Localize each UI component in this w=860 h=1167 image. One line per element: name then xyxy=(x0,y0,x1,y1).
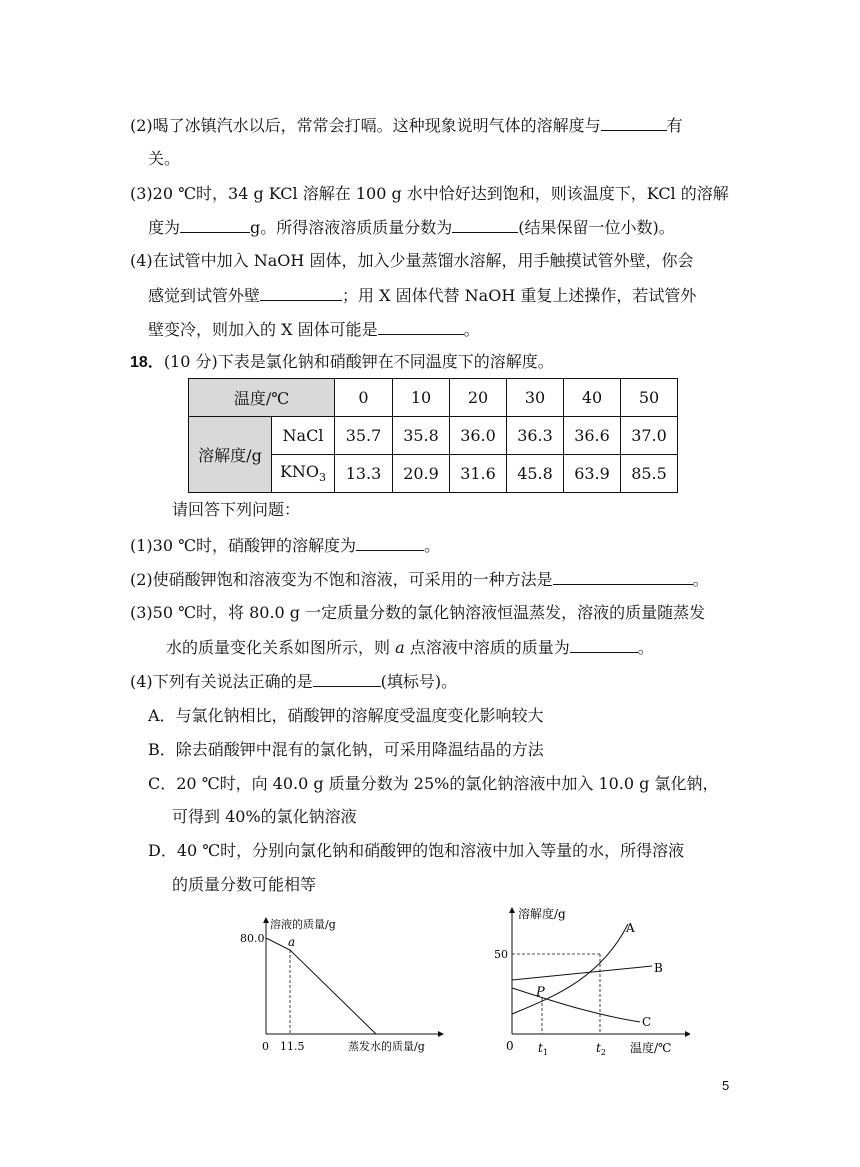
table-cell: 40 xyxy=(564,379,621,417)
q18-part1: (1)30 ℃时，硝酸钾的溶解度为 。 xyxy=(130,536,441,555)
q17-part4-line1: (4)在试管中加入 NaOH 固体，加入少量蒸馏水溶解，用手触摸试管外壁，你会 xyxy=(130,251,694,270)
table-cell: 85.5 xyxy=(621,455,678,493)
table-cell: 20.9 xyxy=(393,455,450,493)
t1-label: $t_1$ xyxy=(538,1041,548,1057)
q17-part4-line2: 感觉到试管外壁 ；用 X 固体代替 NaOH 重复上述操作，若试管外 xyxy=(148,286,697,305)
answer-blank[interactable] xyxy=(601,114,667,131)
q17-part3-line1: (3)20 ℃时，34 g KCl 溶解在 100 g 水中恰好达到饱和，则该温度下，KCl 的溶解 xyxy=(130,184,729,203)
table-row xyxy=(189,379,678,417)
figure-solubility-curves xyxy=(490,902,690,1062)
y-tick-label: 50 xyxy=(494,948,508,961)
temp-header: 温度/℃ xyxy=(189,379,335,417)
table-cell: $KNO_3$ xyxy=(272,455,335,493)
q18-intro: 18．(10 分)下表是氯化钠和硝酸钾在不同温度下的溶解度。 xyxy=(130,352,554,371)
table-row xyxy=(189,417,678,455)
q18-prompt: 请回答下列问题： xyxy=(172,500,301,519)
t2-label: $t_2$ xyxy=(596,1041,606,1057)
x-axis-label: 蒸发水的质量/g xyxy=(348,1040,425,1053)
answer-blank[interactable] xyxy=(260,284,342,301)
table-cell: 50 xyxy=(621,379,678,417)
point-a-label: a xyxy=(288,935,296,949)
solubility-table xyxy=(188,378,678,493)
answer-blank[interactable] xyxy=(452,216,518,233)
option-c[interactable]: C．20 ℃时，向 40.0 g 质量分数为 25%的氯化钠溶液中加入 10.0 g 氯化钠， xyxy=(148,774,719,793)
table-cell: 20 xyxy=(450,379,507,417)
table-cell: 36.3 xyxy=(507,417,564,455)
option-d[interactable]: D．40 ℃时，分别向氯化钠和硝酸钾的饱和溶液中加入等量的水，所得溶液 xyxy=(148,841,685,860)
solubility-header: 溶解度/g xyxy=(189,417,272,493)
table-cell: 35.7 xyxy=(335,417,393,455)
table-cell: 45.8 xyxy=(507,455,564,493)
x-origin-label: 0 xyxy=(262,1040,269,1053)
y-axis-label: 溶液的质量/g xyxy=(270,918,336,931)
y-tick-label: 80.0 xyxy=(240,932,265,945)
table-cell: 36.0 xyxy=(450,417,507,455)
answer-blank[interactable] xyxy=(180,216,250,233)
q17-part2-line1: (2)喝了冰镇汽水以后，常常会打嗝。这种现象说明气体的溶解度与 有 xyxy=(130,116,683,135)
q17-part2-line2: 关。 xyxy=(148,149,181,168)
q18-part2: (2)使硝酸钾饱和溶液变为不饱和溶液，可采用的一种方法是 。 xyxy=(130,570,709,589)
x-tick-label: 11.5 xyxy=(280,1040,305,1053)
table-cell: 0 xyxy=(335,379,393,417)
option-c-continued: 可得到 40%的氯化钠溶液 xyxy=(172,807,357,826)
q18-part3-line2: 水的质量变化关系如图所示，则 a 点溶液中溶质的质量为 。 xyxy=(166,638,654,657)
table-cell: 63.9 xyxy=(564,455,621,493)
table-cell: 31.6 xyxy=(450,455,507,493)
table-cell: 13.3 xyxy=(335,455,393,493)
option-b[interactable]: B．除去硝酸钾中混有的氯化钠，可采用降温结晶的方法 xyxy=(148,740,544,759)
page-number: 5 xyxy=(722,1078,730,1093)
figure-solution-mass-graph xyxy=(236,912,446,1057)
curve-a-label: A xyxy=(626,921,635,935)
table-cell: 35.8 xyxy=(393,417,450,455)
answer-blank[interactable] xyxy=(378,318,464,335)
answer-blank[interactable] xyxy=(570,636,638,653)
q17-part4-line3: 壁变冷，则加入的 X 固体可能是 。 xyxy=(148,320,480,339)
curve-c-label: C xyxy=(642,1015,652,1029)
mass-curve xyxy=(266,938,376,1034)
table-cell: NaCl xyxy=(272,417,335,455)
curve-a xyxy=(512,924,628,1014)
answer-blank[interactable] xyxy=(553,568,693,585)
option-d-continued: 的质量分数可能相等 xyxy=(172,875,317,894)
answer-blank[interactable] xyxy=(356,534,424,551)
table-cell: 37.0 xyxy=(621,417,678,455)
x-axis-label: 温度/℃ xyxy=(630,1041,672,1055)
q18-part4: (4)下列有关说法正确的是 (填标号)。 xyxy=(130,672,458,691)
curve-c xyxy=(512,988,640,1022)
option-a[interactable]: A．与氯化钠相比，硝酸钾的溶解度受温度变化影响较大 xyxy=(148,706,544,725)
table-cell: 30 xyxy=(507,379,564,417)
q18-part3-line1: (3)50 ℃时，将 80.0 g 一定质量分数的氯化钠溶液恒温蒸发，溶液的质量随蒸发 xyxy=(130,603,706,622)
table-cell: 10 xyxy=(393,379,450,417)
point-p-label: P xyxy=(536,985,545,1000)
y-axis-label: 溶解度/g xyxy=(518,907,566,921)
q17-part3-line2: 度为 g。所得溶液溶质质量分数为 (结果保留一位小数)。 xyxy=(148,218,675,237)
table-cell: 36.6 xyxy=(564,417,621,455)
answer-blank[interactable] xyxy=(313,670,381,687)
question-number: 18． xyxy=(130,354,164,371)
curve-b-label: B xyxy=(654,961,663,975)
x-origin-label: 0 xyxy=(506,1039,514,1053)
